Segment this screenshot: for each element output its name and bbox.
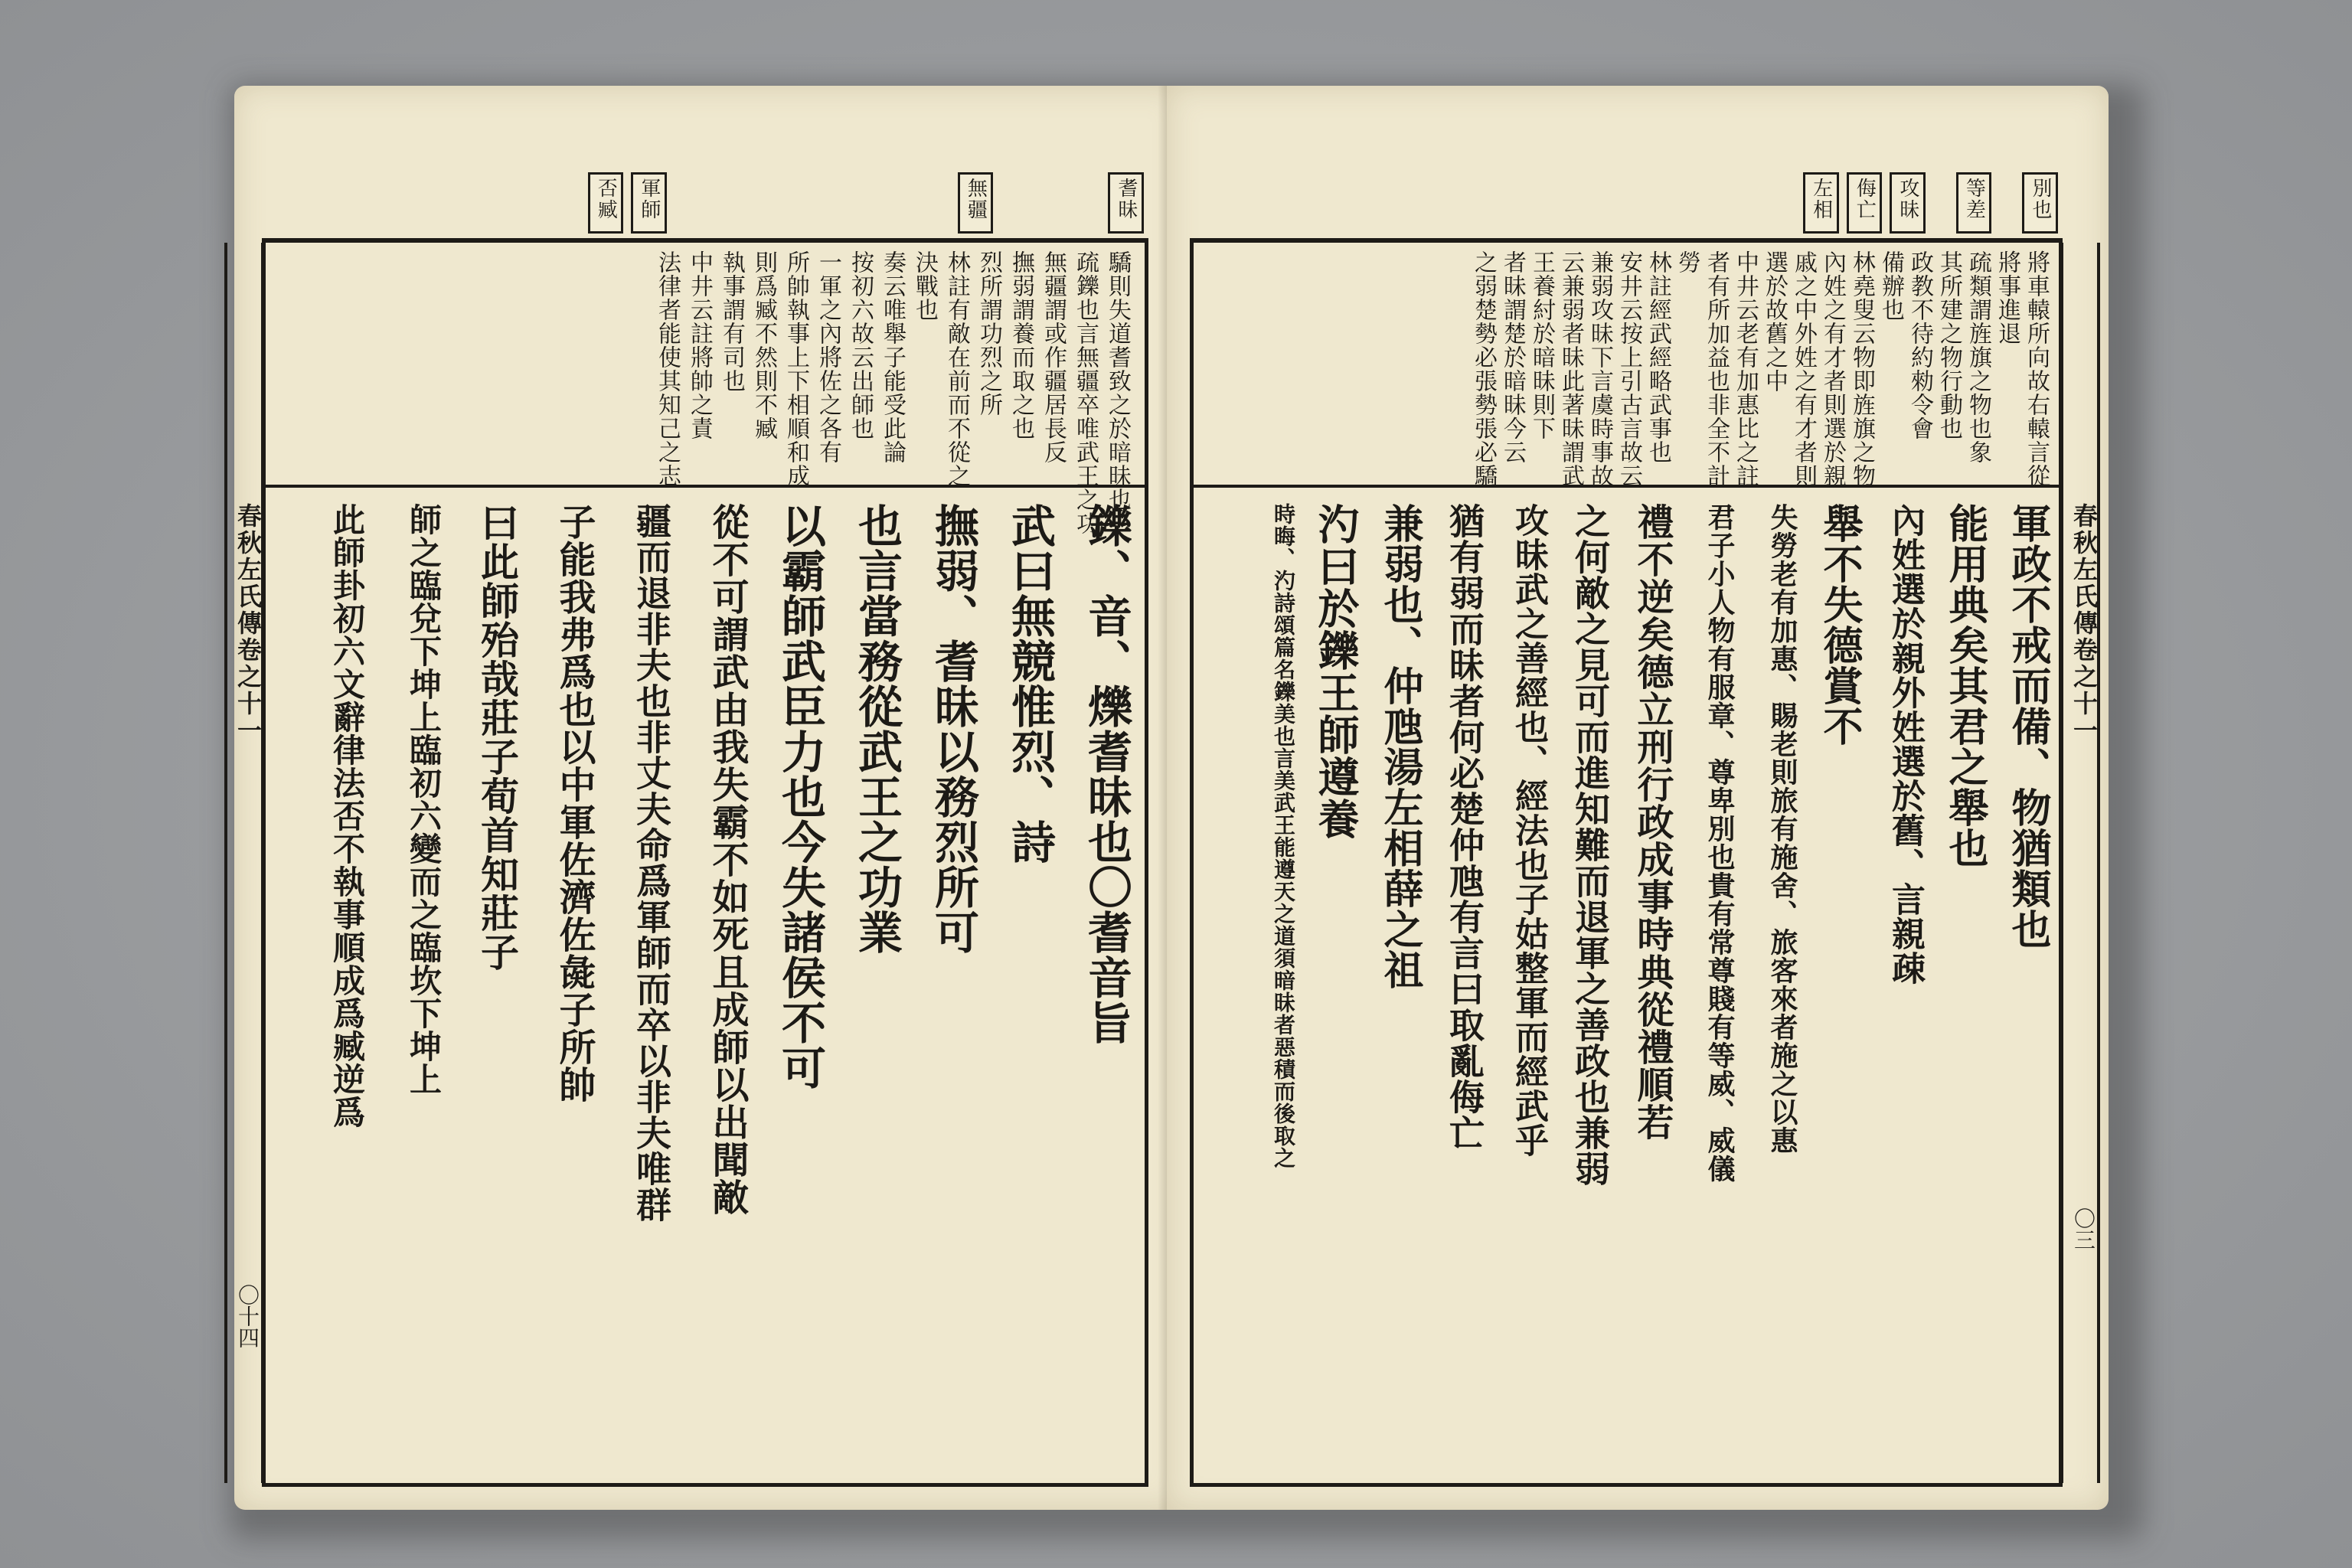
commentary-column: 備辦也 [1877, 250, 1904, 322]
text-column: 軍政不戒而備、物猶類也 [2004, 503, 2051, 949]
gloss-box: 左相 [1803, 172, 1839, 234]
left-gloss-bar [262, 168, 1148, 241]
commentary-column: 之弱楚勢必張勢張必驕 [1470, 250, 1497, 488]
right-gloss-bar [1190, 168, 2063, 241]
text-column: 攻昧武之善經也、經法也子姑整軍而經武乎 [1509, 503, 1548, 1158]
commentary-column: 執事謂有司也 [718, 250, 745, 393]
text-column: 疆而退非夫也非丈夫命爲軍師而卒以非夫唯群 [631, 503, 672, 1223]
commentary-column: 者有所加益也非全不計 [1703, 250, 1730, 488]
gloss-box: 攻昧 [1890, 172, 1926, 234]
volume-title: 春秋左氏傳卷之十一 [2069, 503, 2099, 744]
text-column: 以霸師武臣力也今失諸侯不可 [774, 503, 826, 1090]
gloss-box: 軍師 [631, 172, 667, 234]
commentary-column: 其所建之物行動也 [1936, 250, 1962, 440]
gloss-box: 等差 [1956, 172, 1992, 234]
commentary-column: 中井云老有加惠比之註 [1732, 250, 1759, 488]
text-column: 武曰無競惟烈、詩 [1004, 503, 1056, 864]
text-column: 禮不逆矣德立刑行政成事時典從禮順若 [1631, 503, 1674, 1141]
gloss-box: 無疆 [958, 172, 994, 234]
text-column: 猶有弱而昧者何必楚仲虺有言曰取亂侮亡 [1444, 503, 1485, 1151]
left-center-bar [224, 243, 264, 1483]
commentary-column: 政教不待約勑令會 [1906, 250, 1933, 440]
commentary-column: 兼弱攻昧下言虞時事故 [1586, 250, 1613, 488]
text-column: 舉不失德賞不 [1816, 503, 1863, 746]
text-column: 時晦、汋詩頌篇名鑠美也言美武王能遵天之道須暗昧者惡積而後取之 [1271, 503, 1296, 1169]
commentary-column: 云兼弱者昧此著昧謂武 [1557, 250, 1584, 488]
page-number: 〇十四 [235, 1284, 260, 1348]
commentary-column: 將車轅所向故右轅言從 [2023, 250, 2050, 488]
commentary-column: 疏鑠也言無疆卒唯武王之功 [1072, 250, 1099, 535]
text-column: 鑠、音、爍耆昧也〇耆音旨 [1080, 503, 1132, 1045]
right-page [1167, 86, 2109, 1510]
text-column: 失勞老有加惠、賜老則旅有施舍、旅客來者施之以惠 [1766, 503, 1798, 1155]
commentary-column: 一軍之內將佐之各有 [815, 250, 841, 464]
commentary-column: 安井云按上引古言故云 [1615, 250, 1642, 488]
text-column: 兼弱也、仲虺湯左相薛之祖 [1377, 503, 1423, 990]
commentary-column: 撫弱謂養而取之也 [1008, 250, 1034, 440]
text-column: 能用典矣其君之舉也 [1942, 503, 1988, 868]
left-page-frame [234, 178, 1148, 1487]
commentary-column: 者昧謂楚於暗昧今云 [1499, 250, 1526, 464]
text-column: 之何敵之見可而進知難而退軍之善政也兼弱 [1570, 503, 1611, 1187]
text-column: 汋曰於鑠王師遵養 [1312, 503, 1361, 840]
commentary-column: 疏類謂旌旗之物也象 [1965, 250, 1991, 464]
commentary-column: 所帥執事上下相順和成 [782, 250, 809, 488]
left-page [234, 86, 1184, 1510]
gloss-box: 侮亡 [1847, 172, 1883, 234]
commentary-column: 無疆謂或作疆居長反 [1040, 250, 1067, 464]
commentary-column: 林註經武經略武事也 [1645, 250, 1671, 464]
commentary-column: 林堯叟云物即旌旗之物 [1848, 250, 1875, 488]
commentary-column: 決戰也 [911, 250, 938, 322]
right-center-bar [2060, 243, 2100, 1483]
commentary-column: 內姓之有才者則選於親 [1819, 250, 1846, 488]
text-column: 也言當務從武王之功業 [851, 503, 903, 955]
gloss-box: 別也 [2022, 172, 2058, 234]
volume-title: 春秋左氏傳卷之十一 [234, 503, 263, 744]
commentary-column: 選於故舊之中 [1761, 250, 1788, 393]
right-page-frame [1190, 178, 2099, 1487]
gloss-box: 耆昧 [1108, 172, 1144, 234]
commentary-column: 林註有敵在前而不從之 [943, 250, 970, 488]
text-column: 此師卦初六文辭律法否不執事順成爲臧逆爲 [328, 503, 366, 1129]
commentary-column: 法律者能使其知己之志 [654, 250, 681, 488]
page-number: 〇三 [2071, 1207, 2096, 1250]
text-column: 子能我弗爲也以中軍佐濟佐彘子所帥 [553, 503, 596, 1103]
commentary-column: 戚之中外姓之有才者則 [1790, 250, 1817, 488]
gloss-box: 否臧 [588, 172, 624, 234]
commentary-column: 驕則失道耆致之於暗昧也 [1104, 250, 1131, 511]
text-column: 內姓選於親外姓選於舊、言親疎 [1886, 503, 1925, 985]
commentary-column: 王養紂於暗昧則下 [1528, 250, 1555, 440]
text-column: 撫弱、耆昧以務烈所可 [927, 503, 979, 955]
commentary-column: 奏云唯舉子能受此論 [879, 250, 906, 464]
text-column: 曰此師殆哉莊子荀首知莊子 [475, 503, 520, 972]
commentary-column: 按初六故云出師也 [847, 250, 874, 440]
commentary-column: 勞 [1674, 250, 1700, 274]
text-column: 師之臨兌下坤上臨初六變而之臨坎下坤上 [405, 503, 443, 1096]
commentary-column: 烈所謂功烈之所 [975, 250, 1002, 416]
commentary-column: 則爲臧不然則不臧 [750, 250, 777, 440]
text-column: 從不可謂武由我失霸不如死且成師以出聞敵 [706, 503, 749, 1216]
commentary-column: 將事進退 [1994, 250, 2020, 345]
commentary-column: 中井云註將帥之責 [686, 250, 713, 440]
text-column: 君子小人物有服章、尊卑別也貴有常尊賤有等威、威儀 [1704, 503, 1736, 1183]
